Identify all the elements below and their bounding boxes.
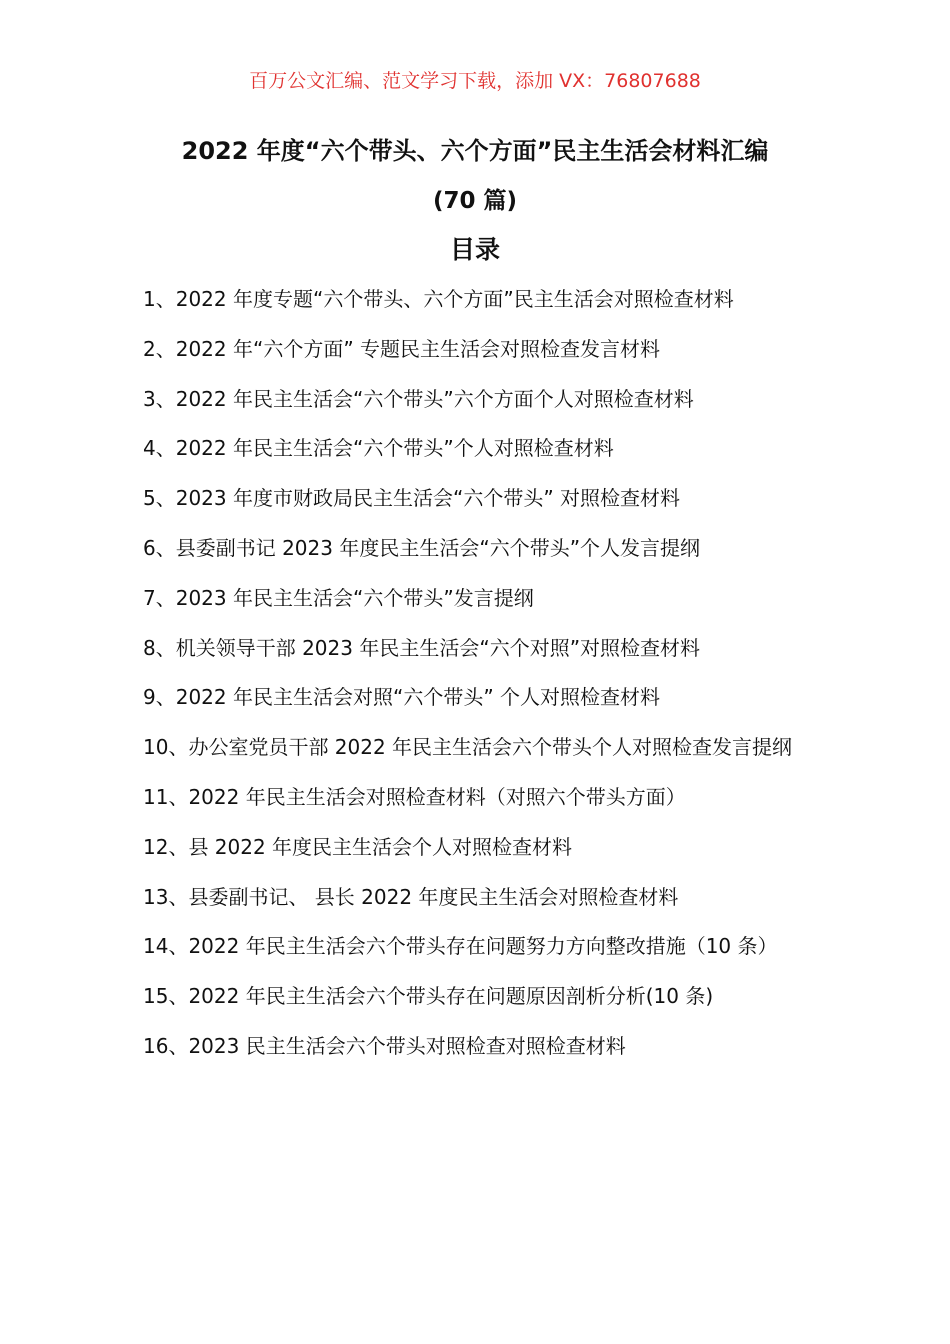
toc-item: 10、办公室党员干部 2022 年民主生活会六个带头个人对照检查发言提纲 — [143, 735, 793, 760]
toc-item: 5、2023 年度市财政局民主生活会“六个带头” 对照检查材料 — [143, 486, 681, 511]
document-title: 2022 年度“六个带头、六个方面”民主生活会材料汇编 — [181, 137, 769, 165]
toc-item: 7、2023 年民主生活会“六个带头”发言提纲 — [143, 585, 534, 610]
toc-item: 16、2023 民主生活会六个带头对照检查对照检查材料 — [143, 1033, 626, 1058]
toc-item: 11、2022 年民主生活会对照检查材料（对照六个带头方面） — [143, 784, 686, 809]
toc-item: 6、县委副书记 2023 年度民主生活会“六个带头”个人发言提纲 — [143, 535, 701, 560]
toc-heading: 目录 — [449, 235, 500, 264]
table-of-contents — [143, 275, 809, 1072]
toc-item: 1、2022 年度专题“六个带头、六个方面”民主生活会对照检查材料 — [143, 287, 734, 311]
toc-item: 14、2022 年民主生活会六个带头存在问题努力方向整改措施（10 条） — [143, 934, 778, 959]
toc-item: 2、2022 年“六个方面” 专题民主生活会对照检查发言材料 — [143, 336, 661, 361]
toc-item: 15、2022 年民主生活会六个带头存在问题原因剖析分析(10 条) — [143, 984, 714, 1009]
document-count: (70 篇) — [432, 188, 518, 214]
toc-item: 12、县 2022 年度民主生活会个人对照检查材料 — [143, 834, 573, 859]
watermark-header: 百万公文汇编、范文学习下载，添加 VX：76807688 — [249, 70, 701, 92]
toc-item: 13、县委副书记、 县长 2022 年度民主生活会对照检查材料 — [143, 884, 679, 909]
toc-item: 8、机关领导干部 2023 年民主生活会“六个对照”对照检查材料 — [143, 635, 701, 660]
toc-item: 4、2022 年民主生活会“六个带头”个人对照检查材料 — [143, 436, 614, 461]
toc-item: 9、2022 年民主生活会对照“六个带头” 个人对照检查材料 — [143, 685, 661, 710]
toc-item: 3、2022 年民主生活会“六个带头”六个方面个人对照检查材料 — [143, 386, 694, 411]
